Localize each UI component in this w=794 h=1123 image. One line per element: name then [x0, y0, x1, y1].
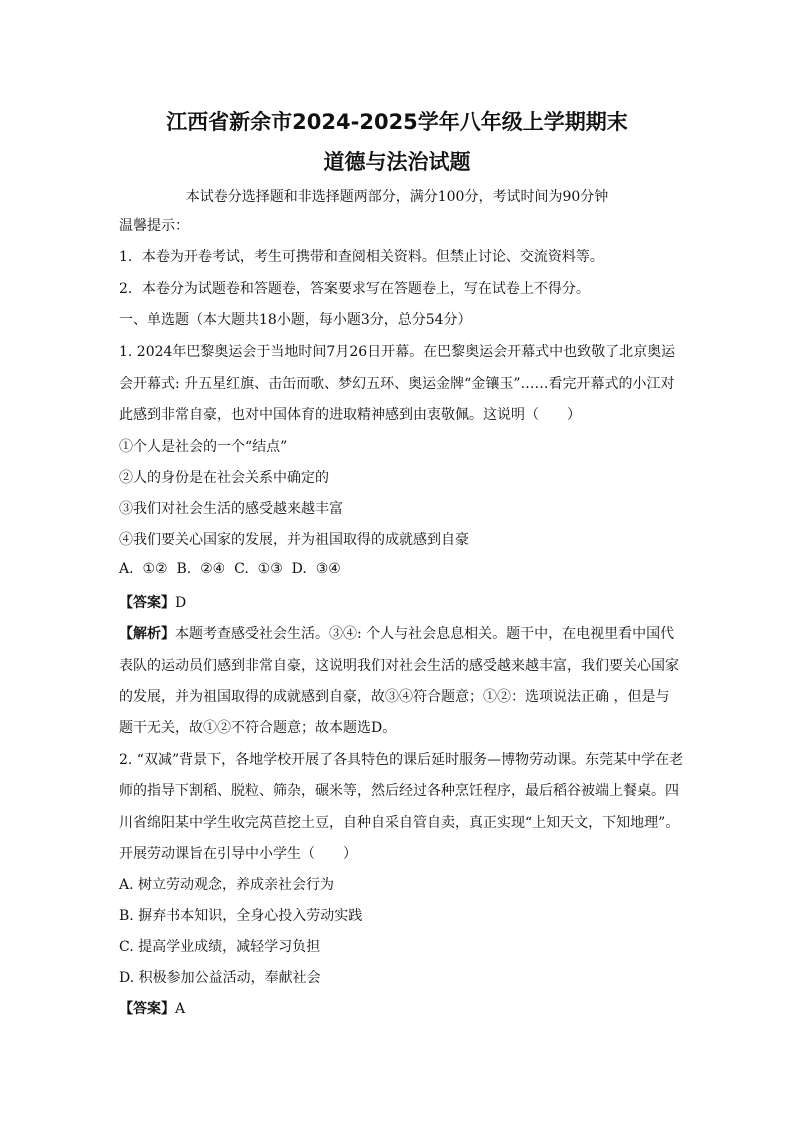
- q1-stem-line: 此感到非常自豪，也对中国体育的进取精神感到由衷敬佩。这说明（ ）: [119, 407, 581, 423]
- q2-answer: [119, 998, 689, 1018]
- tip-item-1: 1．本卷为开卷考试，考生可携带和查阅相关资料。但禁止讨论、交流资料等。: [119, 249, 604, 265]
- q1-analysis-line: 表队的运动员们感到非常自豪，这说明我们对社会生活的感受越来越丰富，我们要关心国家: [119, 658, 679, 674]
- tips-heading: 温馨提示：: [119, 218, 189, 234]
- q1-stem-line: 会开幕式: 升五星红旗、击缶而歌、梦幻五环、奥运金牌“金镶玉”……看完开幕式的小江对: [119, 376, 675, 392]
- q1-analysis: [119, 623, 689, 643]
- q2-option-a: A. 树立劳动观念，养成亲社会行为: [119, 877, 335, 893]
- q1-statement-2: ②人的身份是在社会关系中确定的: [119, 470, 329, 486]
- q2-option-c: C. 提高学业成绩，减轻学习负担: [119, 939, 321, 955]
- q1-analysis-line: 题干无关，故①②不符合题意；故本题选D。: [119, 720, 397, 736]
- q2-stem-line: 川省绵阳某中学生收完莴苣挖土豆，自种自采自管自卖，真正实现“上知天文，下知地理”。: [119, 815, 680, 831]
- q1-answer: [119, 592, 689, 612]
- title-line-2: 道德与法治试题: [323, 150, 471, 174]
- tip-item-2: 2．本卷分为试题卷和答题卷，答案要求写在答题卷上，写在试卷上不得分。: [119, 281, 590, 297]
- q2-option-d: D. 积极参加公益活动，奉献社会: [119, 970, 321, 986]
- q2-stem-line: 2. “双减”背景下，各地学校开展了各具特色的课后延时服务—博物劳动课。东莞某中学在老: [119, 752, 684, 768]
- q1-choices: A. ①② B. ②④ C. ①③ D. ③④: [119, 561, 341, 577]
- q2-option-b: B. 摒弃书本知识，全身心投入劳动实践: [119, 908, 363, 924]
- q2-answer-label: 【答案】: [119, 1001, 175, 1017]
- q1-answer-label: 【答案】: [119, 595, 175, 611]
- q1-answer-value: D: [175, 595, 187, 611]
- q2-stem-line: 开展劳动课旨在引导中小学生（ ）: [119, 846, 357, 862]
- q2-answer-value: A: [175, 1001, 186, 1017]
- section-heading: 一、单选题（本大题共18小题，每小题3分，总分54分）: [119, 312, 472, 328]
- q2-stem-line: 师的指导下割稻、脱粒、筛杂，碾米等，然后经过各种烹饪程序，最后稻谷被端上餐桌。四: [119, 783, 679, 799]
- q1-analysis-text: 本题考查感受社会生活。③④: 个人与社会息息相关。题干中，在电视里看中国代: [175, 626, 675, 642]
- title-line-1: 江西省新余市2024-2025学年八年级上学期期末: [166, 110, 628, 134]
- q1-statement-3: ③我们对社会生活的感受越来越丰富: [119, 501, 343, 517]
- q1-statement-4: ④我们要关心国家的发展，并为祖国取得的成就感到自豪: [119, 532, 469, 548]
- exam-note: 本试卷分选择题和非选择题两部分，满分100分，考试时间为90分钟: [185, 189, 609, 205]
- q1-analysis-line: 的发展，并为祖国取得的成就感到自豪，故③④符合题意；①②：选项说法正确 ，但是与: [119, 689, 670, 705]
- q1-statement-1: ①个人是社会的一个“结点”: [119, 439, 288, 455]
- q1-stem-line: 1. 2024年巴黎奥运会于当地时间7月26日开幕。在巴黎奥运会开幕式中也致敬了北京奥运: [119, 344, 676, 360]
- q1-analysis-label: 【解析】: [119, 626, 175, 642]
